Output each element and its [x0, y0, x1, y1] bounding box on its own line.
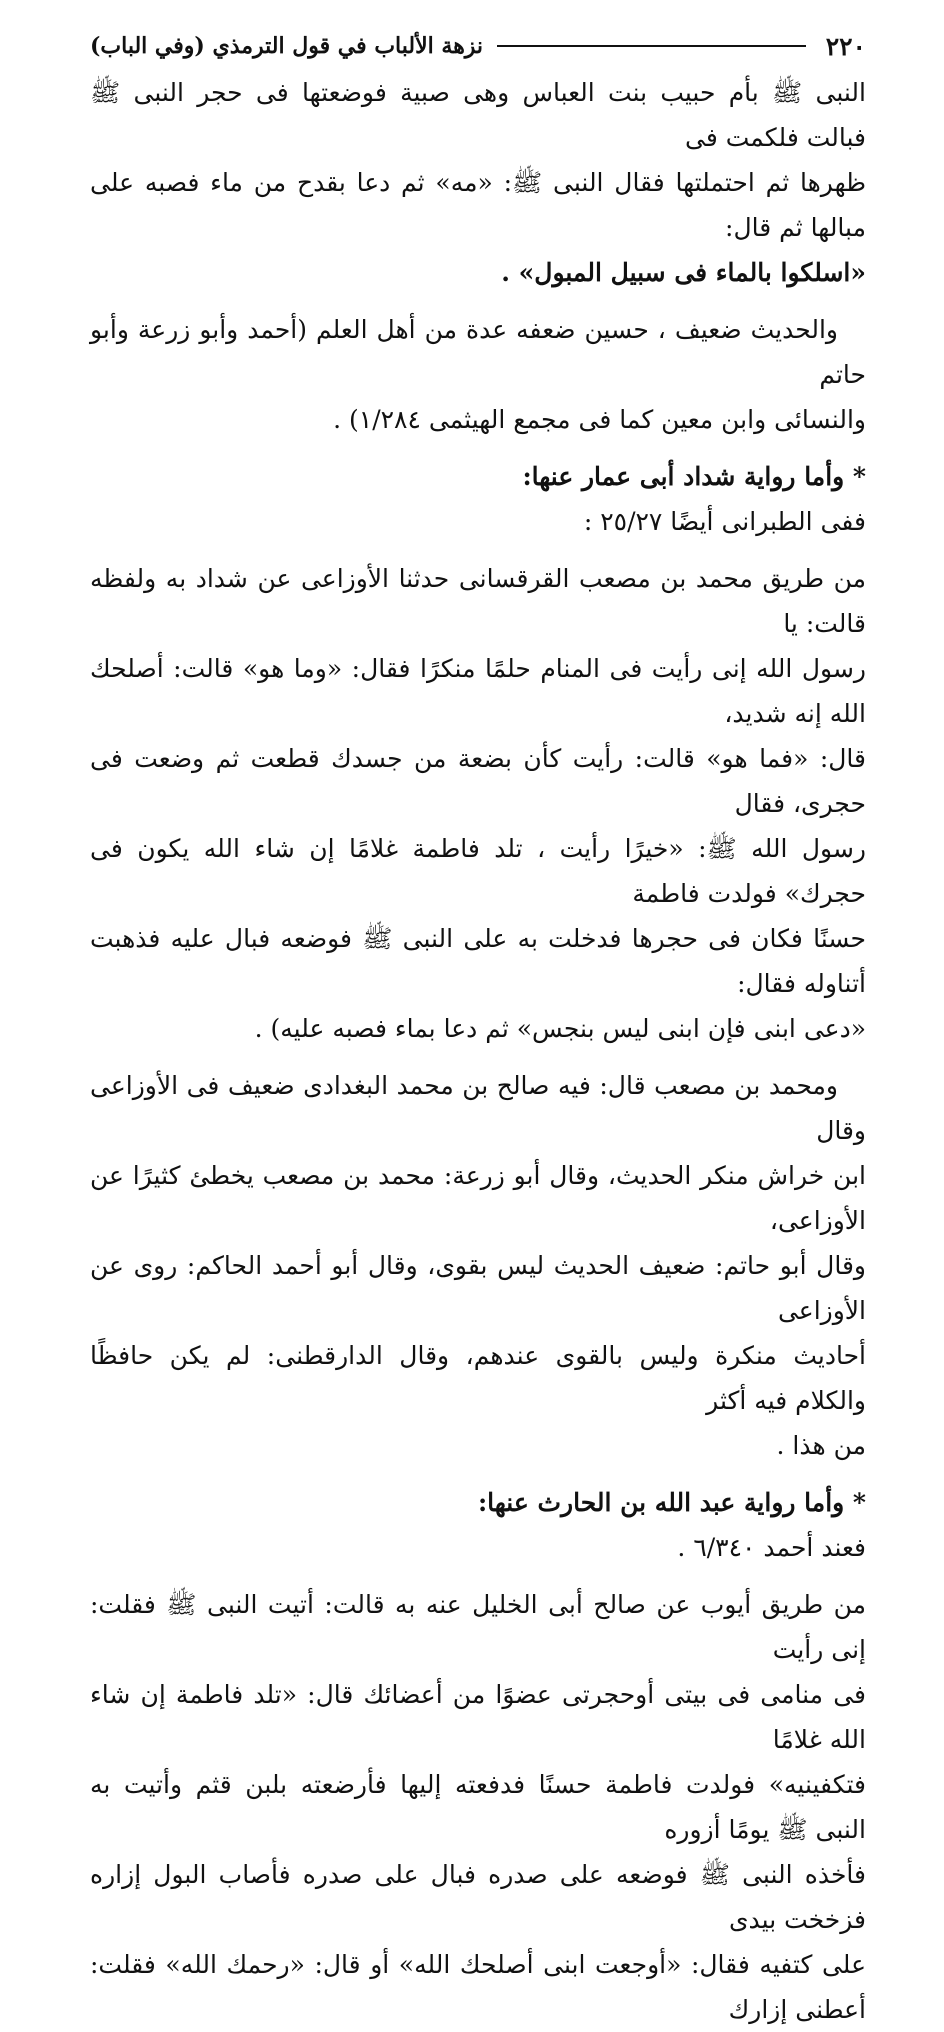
header-rule — [497, 45, 806, 47]
text-line: والنسائى وابن معين كما فى مجمع الهيثمى ١/٢٨٤) . — [333, 405, 866, 434]
text-line: ابن خراش منكر الحديث، وقال أبو زرعة: محمد بن مصعب يخطئ كثيرًا عن الأوزاعى، — [90, 1161, 866, 1235]
section-heading: * وأما رواية شداد أبى عمار عنها: — [522, 462, 866, 491]
source-reference: ففى الطبرانى أيضًا ٢٥/٢٧ : — [583, 507, 866, 536]
source-reference: فعند أحمد ٦/٣٤٠ . — [677, 1533, 866, 1562]
section-heading: * وأما رواية عبد الله بن الحارث عنها: — [477, 1488, 866, 1517]
text-line: قال: «فما هو» قالت: رأيت كأن بضعة من جسدك قطعت ثم وضعت فى حجرى، فقال — [90, 744, 866, 818]
text-line: والحديث ضعيف ، حسين ضعفه عدة من أهل العلم (أحمد وأبو زرعة وأبو حاتم — [90, 315, 866, 389]
text-line: حسنًا فكان فى حجرها فدخلت به على النبى ﷺ فوضعه فبال عليه فذهبت أتناوله فقال: — [90, 924, 866, 998]
text-line: فأخذه النبى ﷺ فوضعه على صدره فبال على صدره فأصاب البول إزاره فزخخت بيدى — [90, 1860, 866, 1934]
text-line: ظهرها ثم احتملتها فقال النبى ﷺ: «مه» ثم دعا بقدح من ماء فصبه على مبالها ثم قال: — [90, 168, 866, 242]
text-line: من هذا . — [776, 1431, 866, 1460]
text-line: ومحمد بن مصعب قال: فيه صالح بن محمد البغدادى ضعيف فى الأوزاعى وقال — [90, 1071, 866, 1145]
text-line: رسول الله ﷺ: «خيرًا رأيت ، تلد فاطمة غلامًا إن شاء الله يكون فى حجرك» فولدت فاطمة — [90, 834, 866, 908]
paragraph — [90, 307, 866, 442]
page-number: ٢٢٠ — [825, 31, 866, 61]
paragraph — [90, 556, 866, 1051]
page-header — [90, 26, 866, 66]
text-line: فتكفينيه» فولدت فاطمة حسنًا فدفعته إليها فأرضعته بلبن قثم وأتيت به النبى ﷺ يومًا أزوره — [90, 1770, 866, 1844]
paragraph — [90, 70, 866, 295]
text-line: أحاديث منكرة وليس بالقوى عندهم، وقال الدارقطنى: لم يكن حافظًا والكلام فيه أكثر — [90, 1341, 866, 1415]
text-line: وقال أبو حاتم: ضعيف الحديث ليس بقوى، وقال أبو أحمد الحاكم: روى عن الأوزاعى — [90, 1251, 866, 1325]
text-line: على كتفيه فقال: «أوجعت ابنى أصلحك الله» أو قال: «رحمك الله» فقلت: أعطنى إزارك — [90, 1950, 866, 2024]
text-line: رسول الله إنى رأيت فى المنام حلمًا منكرًا فقال: «وما هو» قالت: أصلحك الله إنه شديد، — [90, 654, 866, 728]
paragraph — [90, 1063, 866, 1468]
text-line: من طريق أيوب عن صالح أبى الخليل عنه به قالت: أتيت النبى ﷺ فقلت: إنى رأيت — [90, 1590, 866, 1664]
text-line: «اسلكوا بالماء فى سبيل المبول» . — [501, 258, 866, 287]
text-line: من طريق محمد بن مصعب القرقسانى حدثنا الأوزاعى عن شداد به ولفظه قالت: يا — [90, 564, 866, 638]
text-line: النبى ﷺ بأم حبيب بنت العباس وهى صبية فوضعتها فى حجر النبى ﷺ فبالت فلكمت فى — [90, 78, 866, 152]
text-line: «دعى ابنى فإن ابنى ليس بنجس» ثم دعا بماء فصبه عليه) . — [254, 1014, 866, 1043]
paragraph — [90, 1582, 866, 2032]
running-title: نزهة الألباب في قول الترمذي (وفي الباب) — [90, 33, 484, 59]
page-body — [90, 70, 866, 2032]
text-line: فى منامى فى بيتى أوحجرتى عضوًا من أعضائك قال: «تلد فاطمة إن شاء الله غلامًا — [90, 1680, 866, 1754]
